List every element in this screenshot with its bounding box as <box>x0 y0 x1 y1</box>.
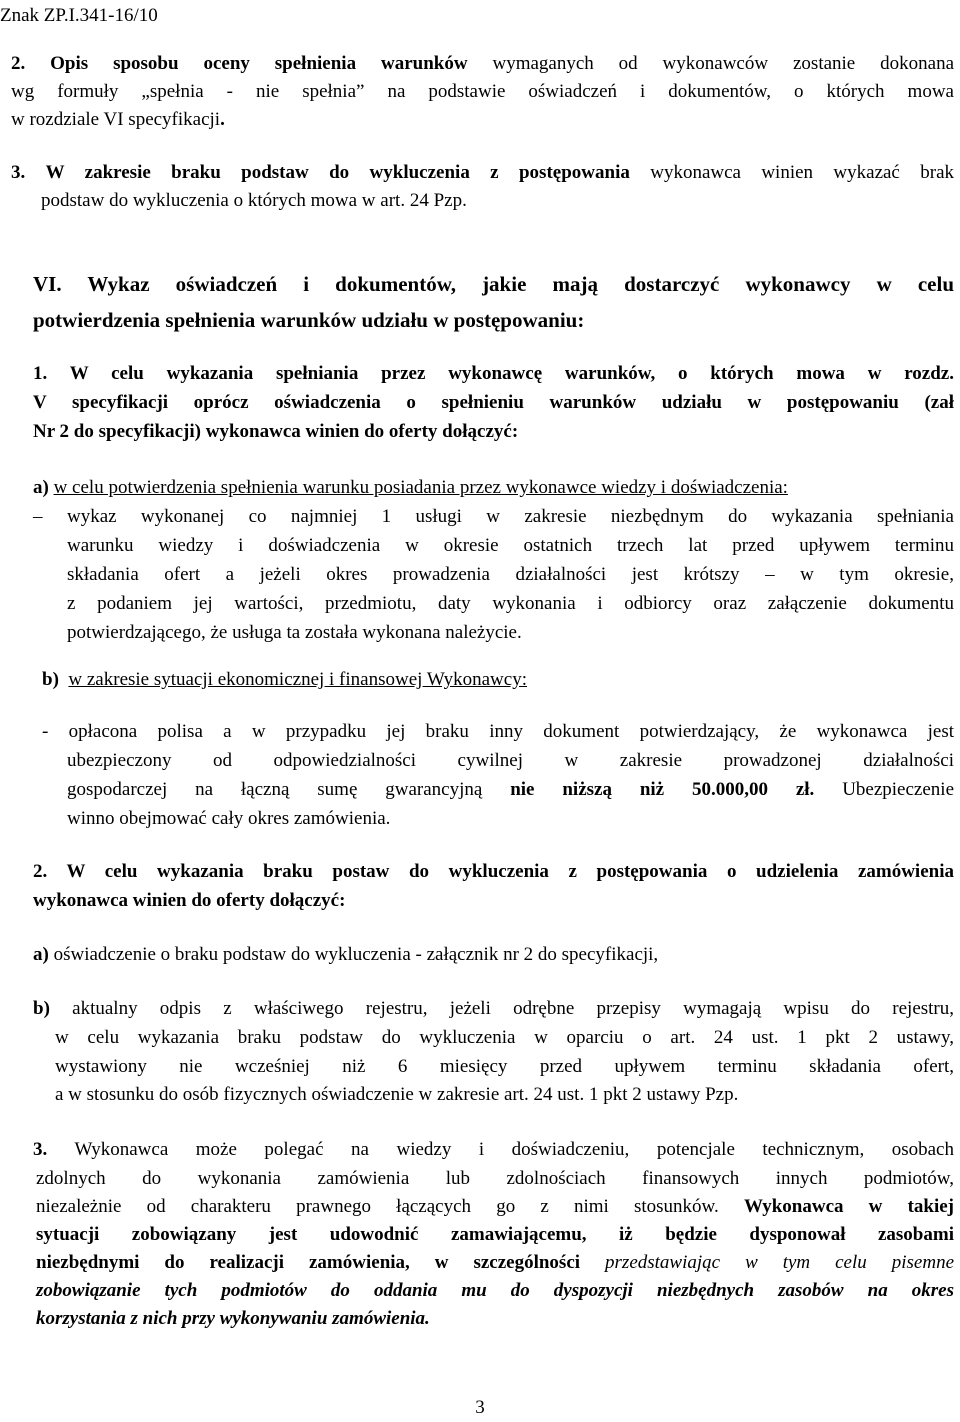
subitem-a-heading: a) w celu potwierdzenia spełnienia warunku posiadania przez wykonawce wiedzy i doświadczenia: <box>33 477 788 498</box>
subitem-b-line-2: ubezpieczony od odpowiedzialności cywilnej w zakresie prowadzonej działalności <box>67 750 954 771</box>
item-3-line-4: sytuacji zobowiązany jest udowodnić zamawiającemu, iż będzie dysponował zasobami <box>36 1224 954 1245</box>
item-3-line-1: 3. Wykonawca może polegać na wiedzy i doświadczeniu, potencjale technicznym, osobach <box>33 1139 954 1160</box>
intro-item-2-line-1: 2. Opis sposobu oceny spełnienia warunków wymaganych od wykonawców zostanie dokonana <box>11 53 955 74</box>
item-3-line-2: zdolnych do wykonania zamówienia lub zdolnościach finansowych innych podmiotów, <box>36 1168 954 1189</box>
section-vi-title-line-1: VI. Wykaz oświadczeń i dokumentów, jakie mają dostarczyć wykonawcy w celu <box>33 272 954 296</box>
item-3-line-7: korzystania z nich przy wykonywaniu zamówienia. <box>36 1308 430 1329</box>
subitem-a-line-5: potwierdzającego, że usługa ta została wykonana należycie. <box>67 622 522 643</box>
subitem-a-line-4: z podaniem jej wartości, przedmiotu, daty wykonania i odbiorcy oraz załączenie dokumentu <box>67 593 954 614</box>
intro-item-2-line-2: wg formuły „spełnia - nie spełnia” na podstawie oświadczeń i dokumentów, o których mowa <box>11 81 954 102</box>
item-3-line-5: niezbędnymi do realizacji zamówienia, w szczególności przedstawiając w tym celu pisemne <box>36 1252 955 1273</box>
document-sign: Znak ZP.I.341-16/10 <box>0 5 158 26</box>
intro-item-3-line-2: podstaw do wykluczenia o których mowa w art. 24 Pzp. <box>41 190 467 211</box>
item-1-line-2: V specyfikacji oprócz oświadczenia o spełnieniu warunków udziału w postępowaniu (zał <box>33 392 954 413</box>
subitem-b-heading: b) w zakresie sytuacji ekonomicznej i finansowej Wykonawcy: <box>42 669 527 690</box>
item-1-line-1: 1. W celu wykazania spełniania przez wykonawcę warunków, o których mowa w rozdz. <box>33 363 954 384</box>
item-3-line-6: zobowiązanie tych podmiotów do oddania mu do dyspozycji niezbędnych zasobów na okres <box>36 1280 954 1301</box>
subitem-a-line-3: składania ofert a jeżeli okres prowadzenia działalności jest krótszy – w tym okresie, <box>67 564 954 585</box>
page-number: 3 <box>475 1397 485 1418</box>
item-3-line-3: niezależnie od charakteru prawnego łączących go z nimi stosunków. Wykonawca w takiej <box>36 1196 954 1217</box>
intro-item-2-line-3: w rozdziale VI specyfikacji. <box>11 109 225 130</box>
section-vi-title-line-2: potwierdzenia spełnienia warunków udziału w postępowaniu: <box>33 308 585 332</box>
intro-item-3-line-1: 3. W zakresie braku podstaw do wykluczenia z postępowania wykonawca winien wykazać brak <box>11 162 954 183</box>
item-2-b-line-1: b) aktualny odpis z właściwego rejestru, jeżeli odrębne przepisy wymagają wpisu do rejestru, <box>33 998 954 1019</box>
subitem-b-line-1: - opłacona polisa a w przypadku jej braku inny dokument potwierdzający, że wykonawca jest <box>42 721 954 742</box>
item-2-b-line-2: w celu wykazania braku podstaw do wykluczenia w oparciu o art. 24 ust. 1 pkt 2 ustawy, <box>55 1027 954 1048</box>
subitem-a-line-2: warunku wiedzy i doświadczenia w okresie ostatnich trzech lat przed upływem terminu <box>67 535 954 556</box>
item-2-b-line-4: a w stosunku do osób fizycznych oświadczenie w zakresie art. 24 ust. 1 pkt 2 ustawy Pzp. <box>55 1084 739 1105</box>
item-2-b-line-3: wystawiony nie wcześniej niż 6 miesięcy przed upływem terminu składania ofert, <box>55 1056 954 1077</box>
subitem-a-line-1: wykaz wykonanej co najmniej 1 usługi w zakresie niezbędnym do wykazania spełniania <box>67 506 954 527</box>
item-1-line-3: Nr 2 do specyfikacji) wykonawca winien do oferty dołączyć: <box>33 421 519 442</box>
dash-bullet: – <box>33 506 43 527</box>
item-2-a: a) oświadczenie o braku podstaw do wykluczenia - załącznik nr 2 do specyfikacji, <box>33 944 659 965</box>
subitem-b-line-4: winno obejmować cały okres zamówienia. <box>67 808 391 829</box>
item-2-line-1: 2. W celu wykazania braku postaw do wykluczenia z postępowania o udzielenia zamówienia <box>33 861 954 882</box>
subitem-b-line-3: gospodarczej na łączną sumę gwarancyjną nie niższą niż 50.000,00 zł. Ubezpieczenie <box>67 779 954 800</box>
item-2-line-2: wykonawca winien do oferty dołączyć: <box>33 890 346 911</box>
